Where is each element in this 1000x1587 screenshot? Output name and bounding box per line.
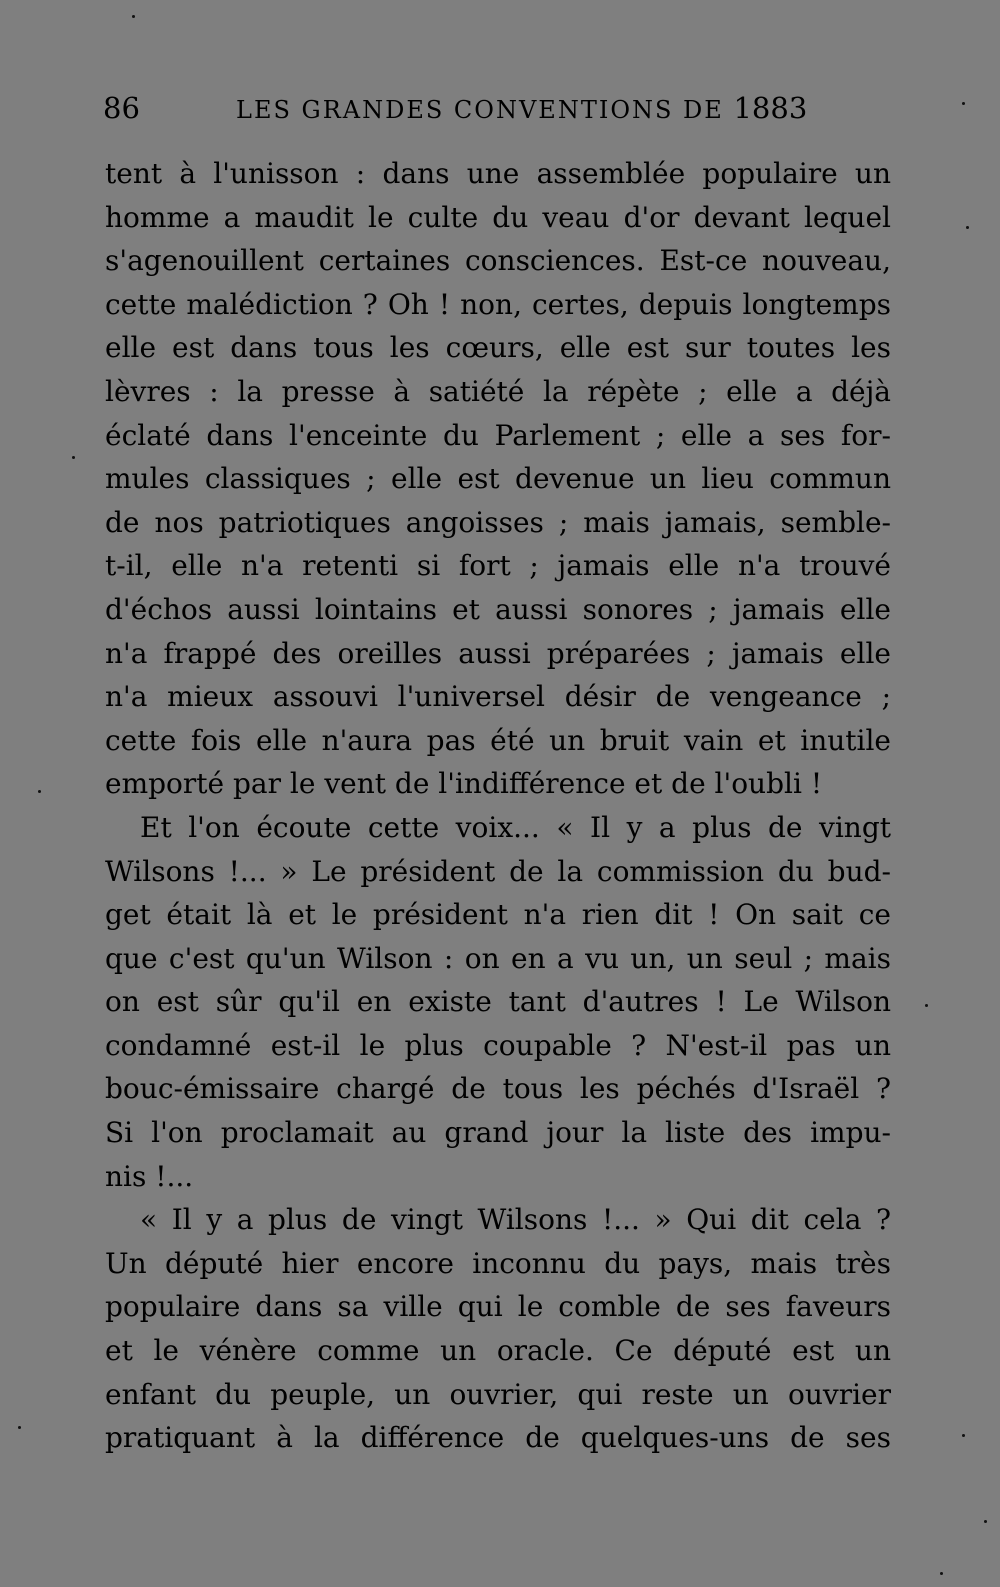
text-line: tent à l'unisson : dans une assemblée populaire un — [105, 157, 891, 190]
text-line: Si l'on proclamait au grand jour la liste des impu- — [105, 1116, 891, 1150]
text-line: Et l'on écoute cette voix... « Il y a plus de vingt — [140, 810, 891, 844]
running-title: LES GRANDES CONVENTIONS DE — [236, 96, 724, 124]
text-line: que c'est qu'un Wilson : on en a vu un, un seul ; mais — [105, 941, 891, 975]
text-line: Un député hier encore inconnu du pays, mais très — [105, 1246, 891, 1280]
scan-speck — [966, 226, 969, 229]
text-line: get était là et le président n'a rien dit ! On sait ce — [105, 898, 891, 932]
text-line: homme a maudit le culte du veau d'or devant lequel — [105, 200, 891, 234]
text-line: Wilsons !... » Le président de la commission du bud- — [105, 854, 891, 888]
scan-speck — [72, 456, 75, 459]
text-line: elle est dans tous les cœurs, elle est sur toutes les — [105, 331, 891, 365]
page-header — [103, 88, 891, 128]
scan-speck — [38, 790, 41, 793]
text-line: et le vénère comme un oracle. Ce député est un — [105, 1334, 891, 1368]
text-line: t-il, elle n'a retenti si fort ; jamais elle n'a trouvé — [105, 549, 891, 583]
text-line: bouc-émissaire chargé de tous les péchés d'Israël ? — [105, 1072, 891, 1106]
running-head — [236, 88, 807, 130]
text-line: mules classiques ; elle est devenue un lieu commun — [105, 462, 891, 496]
text-line: condamné est-il le plus coupable ? N'est-il pas un — [105, 1028, 891, 1062]
text-line: « Il y a plus de vingt Wilsons !... » Qui dit cela ? — [140, 1203, 891, 1237]
text-line: cette malédiction ? Oh ! non, certes, depuis longtemps — [105, 287, 891, 321]
text-line: lèvres : la presse à satiété la répète ; elle a déjà — [105, 374, 891, 408]
page-number: 86 — [103, 91, 140, 125]
text-line: d'échos aussi lointains et aussi sonores ; jamais elle — [105, 592, 891, 626]
text-line: pratiquant à la différence de quelques-uns de ses — [105, 1421, 891, 1455]
body-text — [105, 152, 891, 1460]
running-year: 1883 — [733, 91, 808, 125]
scan-speck — [18, 1426, 21, 1429]
scan-speck — [132, 15, 135, 18]
scan-speck — [962, 102, 965, 105]
text-line: emporté par le vent de l'indifférence et de l'oubli ! — [105, 767, 823, 801]
text-line: n'a mieux assouvi l'universel désir de vengeance ; — [105, 680, 891, 714]
text-line: n'a frappé des oreilles aussi préparées ; jamais elle — [105, 636, 891, 670]
text-line: enfant du peuple, un ouvrier, qui reste un ouvrier — [105, 1377, 891, 1411]
text-line: populaire dans sa ville qui le comble de ses faveurs — [105, 1290, 891, 1324]
text-line: de nos patriotiques angoisses ; mais jamais, semble- — [105, 505, 891, 539]
scan-speck — [984, 1520, 987, 1523]
text-line: éclaté dans l'enceinte du Parlement ; elle a ses for- — [105, 418, 891, 452]
text-line: s'agenouillent certaines consciences. Est-ce nouveau, — [105, 244, 891, 278]
text-line: on est sûr qu'il en existe tant d'autres ! Le Wilson — [105, 985, 891, 1019]
text-line: cette fois elle n'aura pas été un bruit vain et inutile — [105, 723, 891, 757]
scan-speck — [962, 1434, 965, 1437]
text-line: nis !... — [105, 1159, 194, 1193]
scan-speck — [940, 1572, 943, 1575]
scan-speck — [925, 1004, 928, 1007]
